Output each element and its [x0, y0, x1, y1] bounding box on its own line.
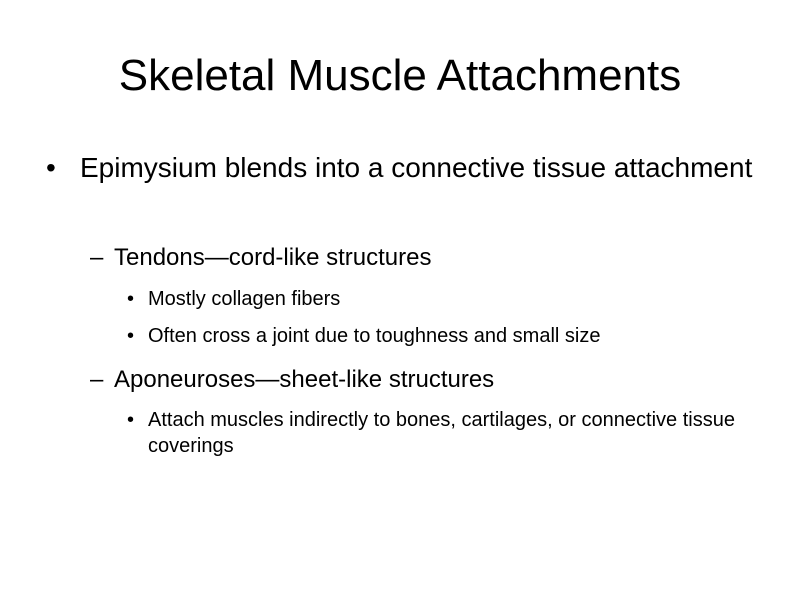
bullet-marker: • [127, 325, 135, 347]
dash-marker: – [90, 244, 104, 271]
dash-marker: – [90, 366, 104, 393]
slide-title: Skeletal Muscle Attachments [118, 51, 682, 100]
bullet-main-text: Epimysium blends into a connective tissue attachment [80, 152, 753, 183]
subsubbullet-joint-text: Often cross a joint due to toughness and small size [148, 325, 601, 347]
bullet-marker: • [127, 288, 135, 310]
bullet-marker: • [127, 409, 135, 431]
subbullet-aponeuroses-text: Aponeuroses—sheet-like structures [114, 366, 495, 393]
bullet-marker: • [46, 152, 56, 183]
subsubbullet-attach-text: Attach muscles indirectly to bones, cartilages, or connective tissue coverings [148, 409, 735, 457]
subbullet-tendons-text: Tendons—cord-like structures [114, 244, 432, 271]
subsubbullet-collagen-text: Mostly collagen fibers [148, 288, 341, 310]
